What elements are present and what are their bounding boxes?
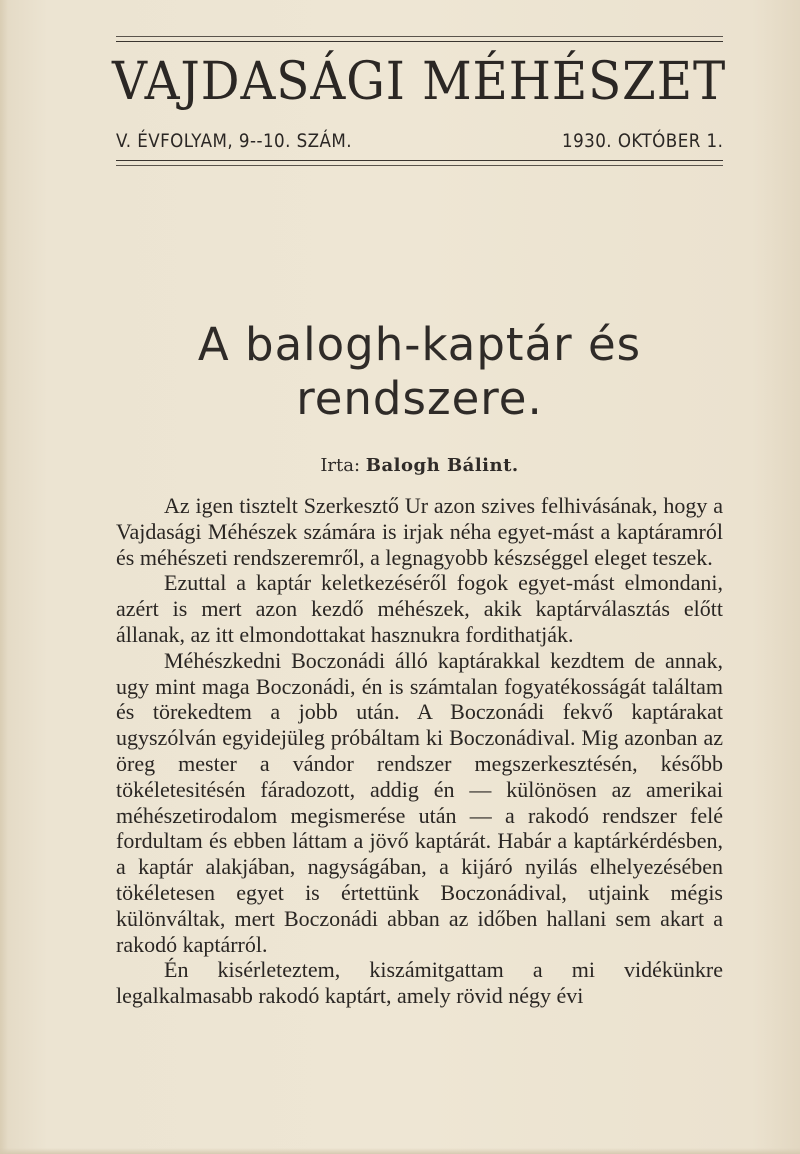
article-title: A balogh-kaptár és rendszere. <box>197 318 642 425</box>
paragraph: Ezuttal a kaptár keletkezéséről fogok egyet-mást elmondani, azért is mert azon kezdő méhészek, akik kaptárválasztás előtt állanak, az itt elmondottakat hasznukra fordithatják. <box>116 570 723 647</box>
page-bottom-shadow <box>0 1148 800 1154</box>
issue-date: 1930. OKTÓBER 1. <box>561 130 723 152</box>
paragraph: Én kisérleteztem, kiszámitgattam a mi vidékünkre legalkalmasabb rakodó kaptárt, amely rövid négy évi <box>116 957 723 1009</box>
masthead-bottom-rule-1 <box>116 160 723 161</box>
issue-info <box>116 130 723 152</box>
volume-issue: V. ÉVFOLYAM, 9--10. SZÁM. <box>116 130 353 152</box>
page-edge-shadow <box>0 0 8 1154</box>
journal-title: VAJDASÁGI MÉHÉSZET <box>112 52 727 112</box>
masthead-top-rule-2 <box>116 41 723 42</box>
article-body <box>116 493 723 1009</box>
paragraph: Méhészkedni Boczonádi álló kaptárakkal kezdtem de annak, ugy mint maga Boczonádi, én is számtalan fogyatékosságát találtam és törekedtem a jobb után. A Boczonádi fekvő kaptárakat ugyszólván egyidejüleg próbáltam ki Boczonádival. Mig azonban az öreg mester a vándor rendszer megszerkesztésén, később tökéletesitésén fáradozott, addig én — különösen az amerikai méhészetirodalom megismerése után — a rakodó rendszer felé fordultam és ebben láttam a jövő kaptárát. Habár a kaptárkérdésben, a kaptár alakjában, nagyságában, a kijáró nyilás elhelyezésében tökéletesen egyet is értettünk Boczonádival, utjaink mégis különváltak, mert Boczonádi abban az időben hallani sem akart a rakodó kaptárról. <box>116 647 723 957</box>
masthead-bottom-rule-2 <box>116 165 723 166</box>
author-name: Balogh Bálint. <box>365 455 519 476</box>
paragraph: Az igen tisztelt Szerkesztő Ur azon szives felhivásának, hogy a Vajdasági Méhészek számára is irjak néha egyet-mást a kaptáramról és méhészeti rendszeremről, a legnagyobb készséggel eleget teszek. <box>116 493 723 570</box>
byline-prefix: Irta: <box>320 455 361 476</box>
byline <box>116 455 723 476</box>
masthead-top-rule-1 <box>116 36 723 37</box>
